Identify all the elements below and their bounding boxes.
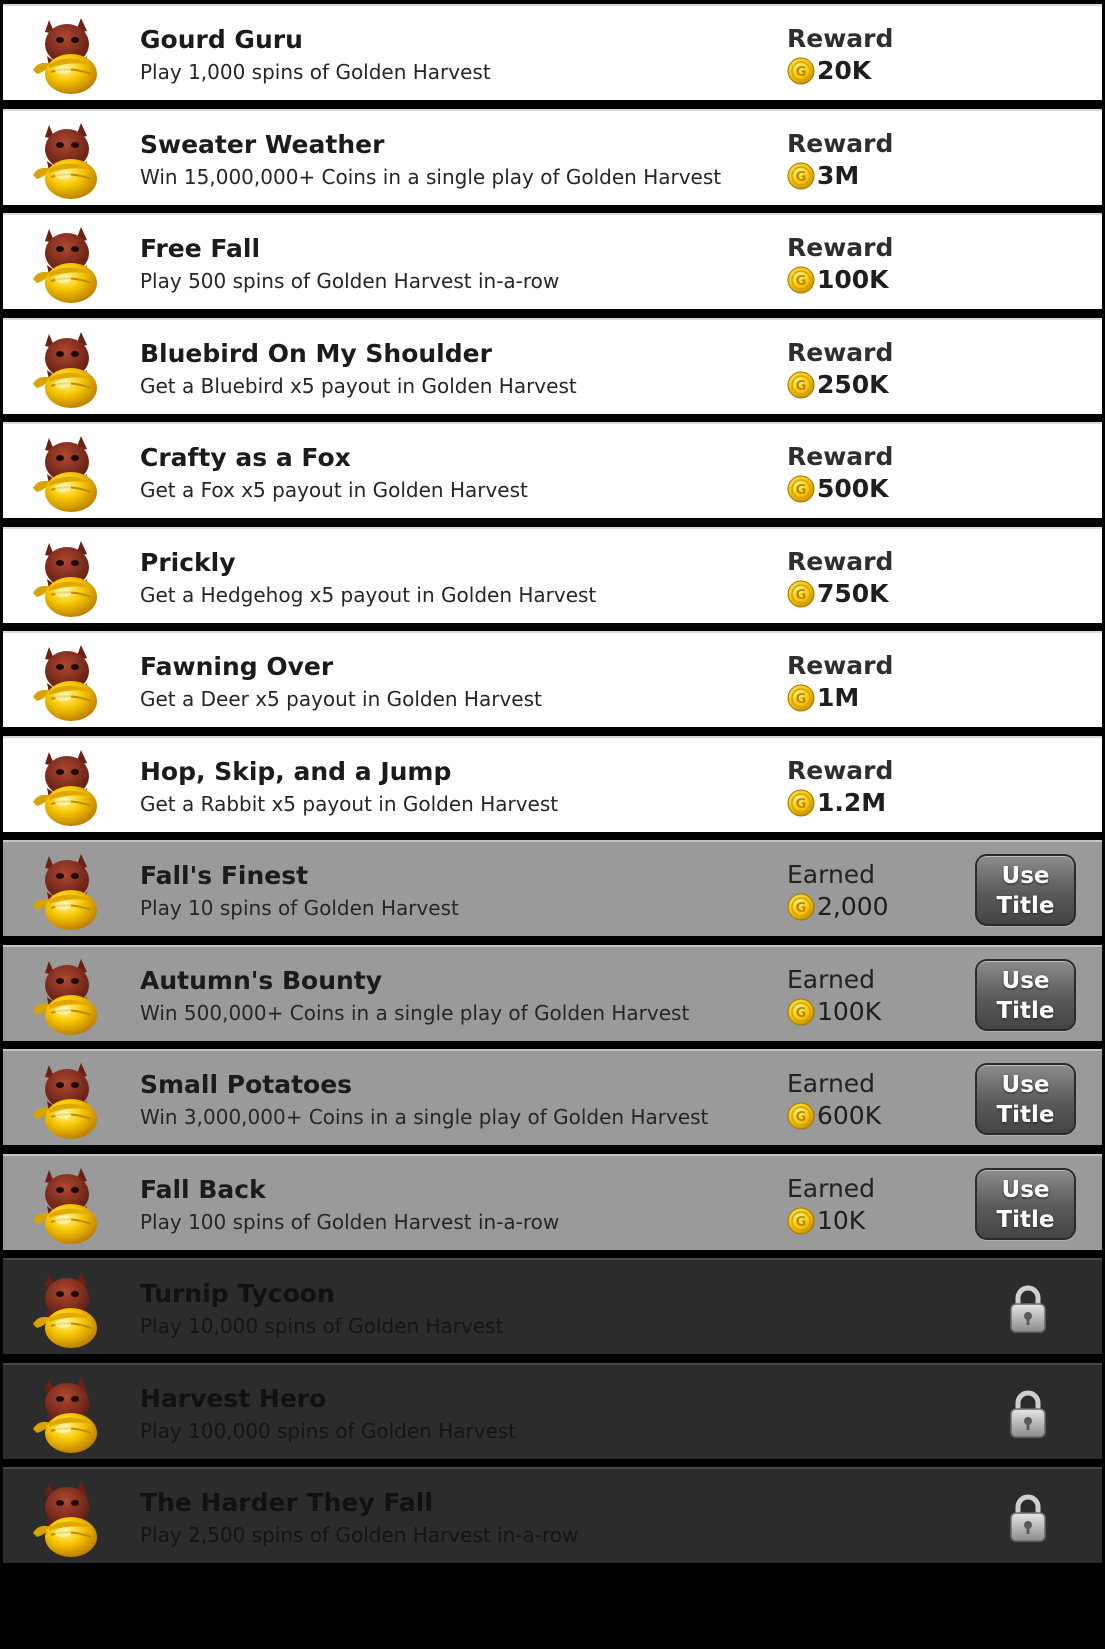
svg-text:G: G (795, 65, 807, 80)
coin-icon (787, 580, 815, 608)
reward-amount-value: 500K (817, 474, 889, 503)
achievement-name: Bluebird On My Shoulder (140, 338, 492, 368)
use-title-button-line2: Title (996, 893, 1055, 919)
achievement-row (3, 213, 1102, 309)
use-title-button-line2: Title (996, 997, 1055, 1024)
use-title-button-line1: Use (1001, 1072, 1050, 1098)
achievement-row (3, 631, 1102, 727)
achievement-row (3, 1467, 1102, 1563)
squirrel-acorn-icon (29, 535, 109, 619)
achievement-name: Small Potatoes (140, 1070, 353, 1099)
achievement-name: Sweater Weather (140, 129, 385, 159)
achievement-description: Play 10 spins of Golden Harvest (140, 896, 459, 920)
achievement-row (3, 318, 1102, 414)
achievement-row (3, 840, 1102, 936)
coin-icon (787, 1207, 815, 1235)
achievement-row (3, 1363, 1102, 1459)
achievement-description: Play 2,500 spins of Golden Harvest in-a-row (140, 1523, 579, 1547)
svg-text:G: G (795, 169, 807, 185)
achievement-description: Get a Fox x5 payout in Golden Harvest (140, 478, 528, 502)
svg-text:G: G (795, 1214, 807, 1230)
reward-amount-value: 750K (817, 578, 889, 608)
squirrel-acorn-icon (29, 1475, 109, 1559)
reward-amount-value: 100K (817, 265, 889, 294)
achievement-row (3, 109, 1102, 205)
achievement-description: Win 15,000,000+ Coins in a single play of Golden Harvest (140, 164, 722, 189)
achievement-name: Prickly (140, 547, 236, 577)
padlock-icon (1006, 1493, 1050, 1545)
reward-label: Reward (787, 337, 894, 367)
coin-icon (787, 998, 815, 1026)
coin-icon (787, 475, 815, 503)
use-title-button-line1: Use (1001, 863, 1050, 889)
reward-amount-value: 20K (817, 56, 872, 85)
achievement-description: Get a Rabbit x5 payout in Golden Harvest (140, 791, 559, 816)
svg-text:G: G (795, 1005, 807, 1021)
use-title-button[interactable] (975, 1063, 1076, 1135)
reward-label: Reward (787, 233, 894, 262)
reward-amount-value: 10K (817, 1205, 866, 1235)
achievement-description: Play 100 spins of Golden Harvest in-a-row (140, 1209, 560, 1234)
achievement-description: Get a Deer x5 payout in Golden Harvest (140, 687, 542, 711)
squirrel-acorn-icon (29, 744, 109, 828)
earned-label: Earned (787, 860, 876, 889)
earned-label: Earned (787, 1173, 876, 1203)
achievement-name: Fall's Finest (140, 861, 309, 890)
svg-text:G: G (795, 483, 807, 498)
squirrel-acorn-icon (29, 326, 109, 410)
reward-label: Reward (787, 24, 894, 53)
coin-icon (787, 57, 815, 85)
achievement-row (3, 1049, 1102, 1145)
squirrel-acorn-icon (29, 1057, 109, 1141)
achievement-name: Crafty as a Fox (140, 443, 351, 472)
achievement-name: Gourd Guru (140, 25, 303, 54)
coin-icon (787, 684, 815, 712)
achievement-row (3, 736, 1102, 832)
achievement-name: Turnip Tycoon (140, 1279, 335, 1308)
reward-amount-value: 1M (817, 683, 860, 712)
svg-text:G: G (795, 901, 807, 916)
reward-label: Reward (787, 755, 894, 785)
svg-text:G: G (795, 378, 807, 394)
svg-text:G: G (795, 1110, 807, 1125)
achievement-row (3, 1258, 1102, 1354)
earned-label: Earned (787, 1069, 876, 1098)
svg-text:G: G (795, 692, 807, 707)
achievement-row (3, 4, 1102, 100)
achievement-row (3, 422, 1102, 518)
achievement-description: Play 500 spins of Golden Harvest in-a-row (140, 269, 560, 293)
achievement-name: Hop, Skip, and a Jump (140, 756, 452, 786)
reward-label: Reward (787, 442, 894, 471)
coin-icon (787, 162, 815, 190)
squirrel-acorn-icon (29, 639, 109, 723)
achievement-description: Get a Bluebird x5 payout in Golden Harvest (140, 373, 577, 398)
use-title-button-line2: Title (996, 1206, 1055, 1233)
achievement-name: The Harder They Fall (140, 1488, 433, 1517)
earned-label: Earned (787, 964, 876, 994)
achievement-description: Play 100,000 spins of Golden Harvest (140, 1418, 517, 1443)
reward-label: Reward (787, 546, 894, 576)
reward-amount-value: 600K (817, 1101, 882, 1130)
squirrel-acorn-icon (29, 848, 109, 932)
achievement-description: Play 10,000 spins of Golden Harvest (140, 1314, 504, 1338)
coin-icon (787, 1102, 815, 1130)
svg-text:G: G (795, 587, 807, 603)
reward-amount-value: 3M (817, 160, 860, 190)
reward-amount-value: 100K (817, 996, 882, 1026)
reward-amount-value: 250K (817, 369, 889, 399)
use-title-button-line1: Use (1001, 967, 1050, 994)
achievement-name: Fall Back (140, 1174, 266, 1204)
achievement-name: Fawning Over (140, 652, 334, 681)
coin-icon (787, 893, 815, 921)
squirrel-acorn-icon (29, 1266, 109, 1350)
achievement-description: Win 3,000,000+ Coins in a single play of Golden Harvest (140, 1105, 709, 1129)
use-title-button-line2: Title (996, 1102, 1055, 1128)
reward-label: Reward (787, 128, 894, 158)
squirrel-acorn-icon (29, 1371, 109, 1455)
coin-icon (787, 371, 815, 399)
coin-icon (787, 789, 815, 817)
achievement-description: Win 500,000+ Coins in a single play of Golden Harvest (140, 1000, 690, 1025)
use-title-button[interactable] (975, 854, 1076, 926)
achievement-name: Harvest Hero (140, 1383, 327, 1413)
squirrel-acorn-icon (29, 1162, 109, 1246)
achievement-name: Autumn's Bounty (140, 965, 383, 995)
svg-text:G: G (795, 274, 807, 289)
use-title-button[interactable] (975, 1168, 1076, 1240)
achievement-row (3, 1154, 1102, 1250)
squirrel-acorn-icon (29, 221, 109, 305)
padlock-icon (1006, 1284, 1050, 1336)
reward-amount-value: 2,000 (817, 892, 889, 921)
reward-label: Reward (787, 651, 894, 680)
achievement-row (3, 527, 1102, 623)
padlock-icon (1006, 1389, 1050, 1441)
use-title-button-line1: Use (1001, 1176, 1050, 1203)
svg-text:G: G (795, 796, 807, 812)
achievement-description: Get a Hedgehog x5 payout in Golden Harvest (140, 582, 597, 607)
achievement-description: Play 1,000 spins of Golden Harvest (140, 60, 491, 84)
reward-amount-value: 1.2M (817, 787, 887, 817)
squirrel-acorn-icon (29, 953, 109, 1037)
squirrel-acorn-icon (29, 117, 109, 201)
squirrel-acorn-icon (29, 12, 109, 96)
achievement-row (3, 945, 1102, 1041)
use-title-button[interactable] (975, 959, 1076, 1031)
coin-icon (787, 266, 815, 294)
achievement-name: Free Fall (140, 234, 261, 263)
squirrel-acorn-icon (29, 430, 109, 514)
